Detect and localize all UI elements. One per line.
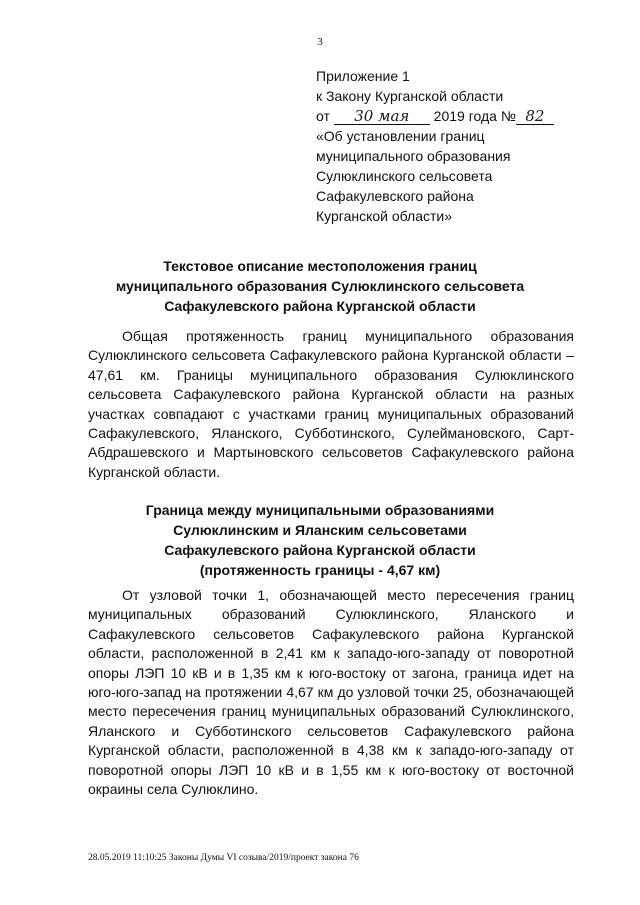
section-title-boundary [60,500,580,580]
appendix-law-title-2: муниципального образования [316,148,511,164]
title-line: Сафакулевского района Курганской области [164,542,476,558]
title-line: Граница между муниципальными образованиями [145,502,495,518]
appendix-header [316,66,616,226]
appendix-law-ref: к Закону Курганской области [316,88,504,104]
paragraph-text: От узловой точки 1, обозначающей место пересечения границ муниципальных образований Сулюклинского, Яланского и Сафакулевского сельсоветов Сафакулевского района Курганской области, расположенной в 2,41 км к западо-юго-западу от поворотной опоры ЛЭП 10 кВ и в 1,35 км к юго-востоку от загона, граница идет на юго-юго-запад на протяжении 4,67 км до узловой точки 25, обозначающей место пересечения границ муниципальных образований Сулюклинского, Яланского и Субботинского сельсоветов Сафакулевского района Курганской области, расположенной в 4,38 км к западо-юго-западу от поворотной опоры ЛЭП 10 кВ и в 1,55 км к юго-востоку от восточной окраины села Сулюклино. [88,587,574,798]
handwritten-law-number: 82 [516,108,554,125]
title-line: Сулюклинским и Яланским сельсоветами [173,522,467,538]
appendix-law-title-4: Сафакулевского района [316,188,474,204]
appendix-law-title-5: Курганской области» [316,208,453,224]
title-line: муниципального образования Сулюклинского сельсовета [115,278,525,294]
section-title-description [60,256,580,316]
paragraph-text: Общая протяженность границ муниципального образования Сулюклинского сельсовета Сафакулевского района Курганской области – 47,61 км. Границы муниципального образования Сулюклинского сельсовета Сафакулевского района Курганской области на разных участках совпадают с участками границ муниципальных образований Сафакулевского, Яланского, Субботинского, Сулеймановского, Сарт-Абдрашевского и Мартыновского сельсоветов Сафакулевского района Курганской области. [88,328,574,480]
appendix-title: Приложение 1 [316,68,410,84]
paragraph-boundary-description [88,586,574,799]
page-number: 3 [317,36,323,48]
title-line: Текстовое описание местоположения границ [163,258,477,274]
year-label: 2019 года № [433,108,516,124]
footer-meta: 28.05.2019 11:10:25 Законы Думы VI созыва/2019/проект закона 76 [88,853,359,863]
appendix-date-line [316,106,616,126]
from-label: от [316,108,330,124]
appendix-law-title-1: «Об установлении границ [316,128,485,144]
appendix-law-title-3: Сулюклинского сельсовета [316,168,493,184]
handwritten-date: 30 мая [334,108,430,125]
title-line: (протяженность границы - 4,67 км) [199,562,441,578]
paragraph-total-length [88,327,574,482]
title-line: Сафакулевского района Курганской области [164,298,476,314]
